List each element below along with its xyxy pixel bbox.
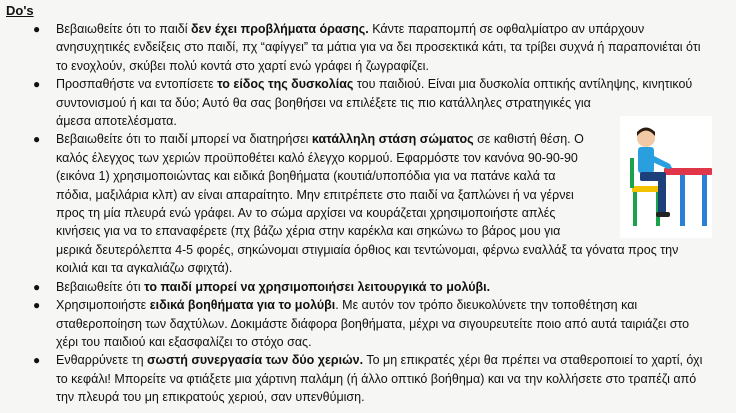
- text-span: του παιδιού. Είναι μια δυσκολία οπτικής αντίληψης, κινητικού: [353, 77, 693, 92]
- list-item-line: [56, 370, 736, 388]
- list-item-line: [56, 38, 736, 56]
- text-span: το ενοχλούν, σκύβει πολύ κοντά στο χαρτί ενώ γράφει ή ζωγραφίζει.: [56, 58, 429, 73]
- child-lower-leg: [658, 179, 666, 213]
- chair-seat: [632, 186, 662, 192]
- child-posture-illustration: [620, 116, 712, 238]
- text-span: Χρησιμοποιήστε: [56, 298, 150, 313]
- list-item-line: [56, 333, 736, 351]
- list-item: [0, 351, 736, 406]
- list-item-line: [56, 94, 736, 112]
- text-span: άμεσα αποτελέσματα.: [56, 114, 177, 129]
- text-span: Προσπαθήστε να εντοπίσετε: [56, 77, 218, 92]
- list-item-line: [56, 57, 736, 75]
- text-span: συντονισμού ή και τα δύο; Αυτό θα σας βοηθήσει να επιλέξετε τις πιο κατάλληλες στρατηγικές για: [56, 95, 591, 110]
- bold-text: ειδικά βοηθήματα για το μολύβι: [149, 298, 336, 313]
- text-span: την πλευρά του μη επικρατούς χεριού, σαν υπενθύμιση.: [56, 390, 365, 405]
- list-item: [0, 296, 736, 351]
- text-span: σε καθιστή θέση. Ο: [473, 132, 584, 147]
- text-span: Βεβαιωθείτε ότι το παιδί: [56, 22, 191, 36]
- table-top: [664, 168, 712, 175]
- list-item: [0, 20, 736, 75]
- list-item-line: [56, 20, 736, 38]
- text-span: (εικόνα 1) χρησιμοποιώντας και ειδικά βοηθήματα (κουτιά/υποπόδια για να πατάνε καλά τα: [56, 169, 556, 184]
- text-span: πόδια, μαξιλάρια κλπ) αν είναι απαραίτητο. Μην επιτρέπετε στο παιδί να ξαπλώνει ή να γέρνει: [56, 187, 574, 202]
- text-span: Ενθαρρύνετε τη: [56, 353, 147, 368]
- list-item: [0, 278, 736, 296]
- text-span: μερικά δευτερόλεπτα 4-5 φορές, σηκώνομαι στιγμιαία όρθιος και τεντώνομαι, φέρνω εναλλάξ τα γόνατα προς την: [56, 242, 679, 257]
- list-item-line: [56, 351, 736, 369]
- text-span: κοιλιά και τα αγκαλιάζω σφιχτά).: [56, 261, 233, 276]
- text-span: Βεβαιωθείτε ότι: [56, 279, 145, 294]
- text-span: Το μη επικρατές χέρι θα πρέπει να σταθεροποιεί το χαρτί, όχι: [363, 353, 703, 368]
- bullet-icon: ●: [33, 22, 41, 36]
- bullet-icon: ●: [33, 132, 41, 147]
- list-item-line: [56, 75, 736, 93]
- text-span: καλός έλεγχος των χεριών προϋποθέτει καλό έλεγχο κορμού. Εφαρμόστε τον κανόνα 90-90-90: [56, 150, 578, 165]
- text-span: σταθεροποίηση των δαχτύλων. Δοκιμάστε διάφορα βοηθήματα, μέχρι να σιγουρευτείτε ποιο από αυτά ταιριάζει στο: [56, 316, 690, 331]
- list-item-line: [56, 259, 736, 277]
- bold-text: το παιδί μπορεί να χρησιμοποιήσει λειτουργικά το μολύβι.: [144, 279, 491, 294]
- list-item-line: [56, 315, 736, 333]
- text-span: Κάντε παραπομπή σε οφθαλμίατρο αν υπάρχουν: [368, 22, 645, 36]
- bullet-icon: ●: [33, 298, 41, 313]
- bullet-icon: ●: [33, 279, 41, 294]
- text-span: . Με αυτόν τον τρόπο διευκολύνετε την τοποθέτηση και: [335, 298, 638, 313]
- text-span: χέρι του παιδιού και εξασφαλίζει το στόχο σας.: [56, 334, 312, 349]
- text-span: ανησυχητικές ενδείξεις στο παιδί, πχ “αφίγγει” τα μάτια για να δει προσεκτικά κάτι, τα τρίβει συχνά ή παραπονιέται ότι: [56, 40, 701, 55]
- table-leg: [702, 174, 707, 226]
- list-item-line: [56, 296, 736, 314]
- list-item-line: [56, 388, 736, 406]
- list-item-line: [56, 278, 736, 296]
- child-foot: [656, 212, 670, 217]
- bullet-icon: ●: [33, 353, 41, 368]
- bullet-icon: ●: [33, 77, 41, 92]
- bold-text: σωστή συνεργασία των δύο χεριών.: [147, 353, 364, 368]
- bold-text: το είδος της δυσκολίας: [217, 77, 354, 92]
- list-item-line: [56, 241, 736, 259]
- text-span: κινήσεις για να το επαναφέρετε (πχ βάζω χέρια στην καρέκλα και σηκώνω το βάρος μου για: [56, 224, 561, 239]
- chair-back: [630, 158, 634, 188]
- text-span: το κεφάλι! Μπορείτε να φτιάξετε μια χάρτινη παλάμη (ή άλλο οπτικό βοήθημα) και να την κολλήσετε στο τραπέζι από: [56, 371, 697, 386]
- bold-text: δεν έχει προβλήματα όρασης.: [190, 22, 369, 36]
- text-span: προς τη μία πλευρά ενώ γράφει. Αν το σώμα αρχίσει να κουράζεται χρησιμοποιήστε απλές: [56, 206, 556, 221]
- page-title: Do's: [6, 3, 34, 18]
- chair-leg: [633, 192, 637, 226]
- table-leg: [680, 174, 685, 226]
- bold-text: κατάλληλη στάση σώματος: [311, 132, 474, 147]
- text-span: Βεβαιωθείτε ότι το παιδί μπορεί να διατηρήσει: [56, 132, 312, 147]
